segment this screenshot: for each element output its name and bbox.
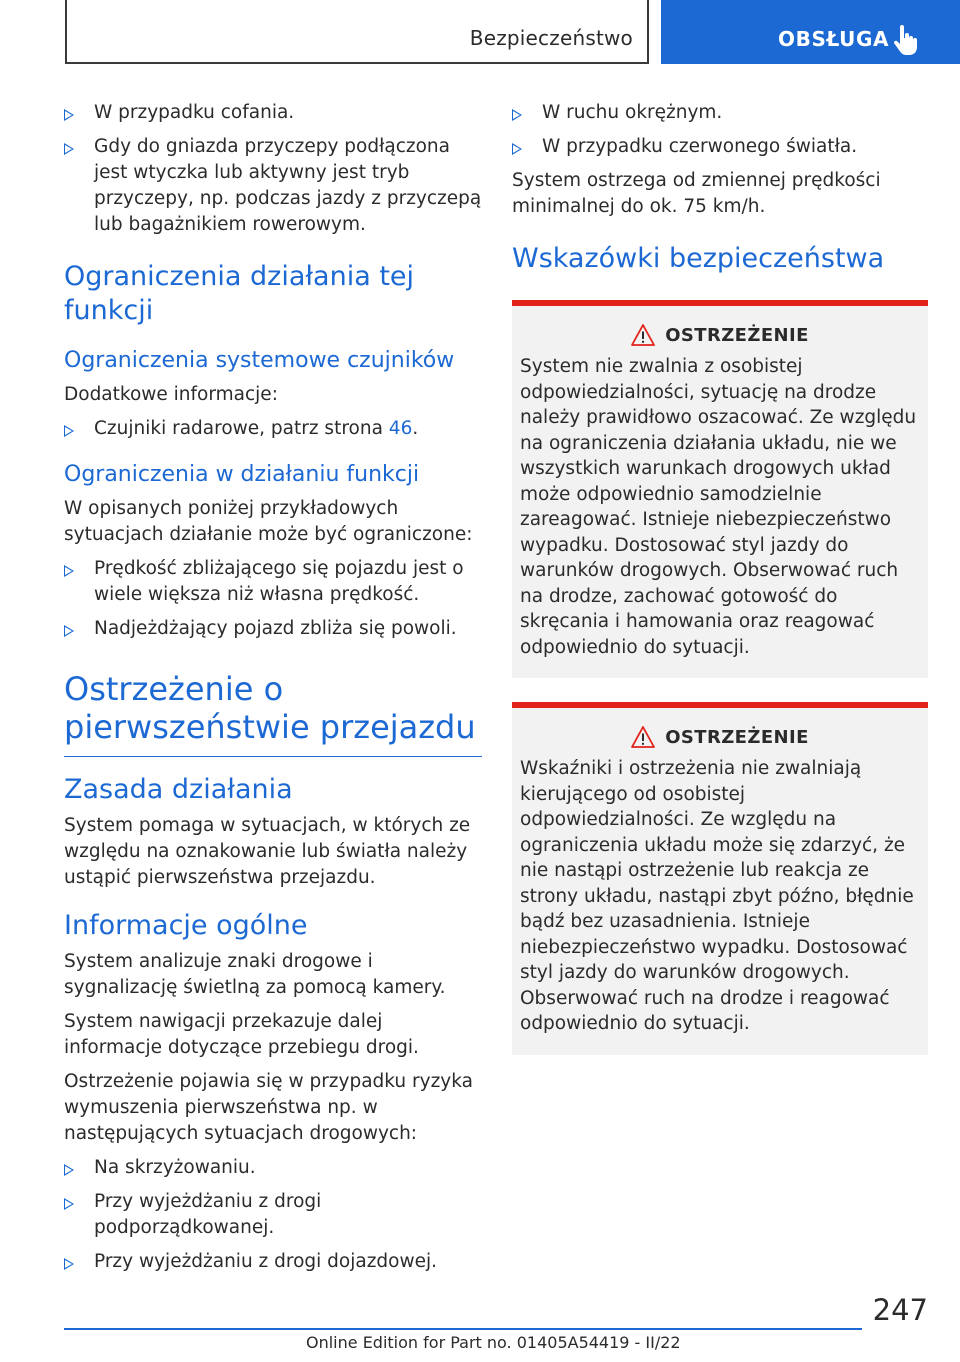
footer-edition: Online Edition for Part no. 01405A54419 - II/22 [306,1333,681,1352]
warning-text: System nie zwalnia z osobistej odpowiedzialności, sytuację na drodze należy prawidłowo oszacować. Ze względu na ograniczenia działania układu, nie we wszystkich warunkach drogowych układ może odpowiednio samodzielnie zareagować. Istnieje niebezpieczeństwo wypadku. Dostosować styl jazdy do warunków drogowych. Obserwować ruch na drodze, zachować gotowość do skręcania i hamowania oraz reagować odpowiednio do sytuacji. [520,356,917,658]
list-item: Przy wyjeżdżaniu z drogi dojazdowej. [64,1249,482,1275]
radar-text: Czujniki radarowe, patrz strona [94,418,389,439]
paragraph: System analizuje znaki drogowe i sygnalizację świetlną za pomocą kamery. [64,951,446,998]
page-number: 247 [872,1293,928,1327]
heading-limits: Ograniczenia działania tej funkcji [64,261,415,326]
list-item: W przypadku cofania. [64,100,482,126]
warning-triangle-icon [631,726,655,748]
list-item: W ruchu okrężnym. [512,100,928,126]
paragraph: W opisanych poniżej przykładowych sytuacjach działanie może być ograniczone: [64,498,473,545]
page-link[interactable]: 46 [388,418,413,439]
paragraph: Ostrzeżenie pojawia się w przypadku ryzyka wymuszenia pierwszeństwa np. w następujących sytuacjach drogowych: [64,1071,473,1144]
list-item: Prędkość zbliżającego się pojazdu jest o wiele większa niż własna prędkość. [64,556,482,608]
heading-safety: Wskazówki bezpieczeństwa [512,243,885,274]
heading-function-limits: Ograniczenia w działaniu funkcji [64,462,420,487]
warning-triangle-icon [631,324,655,346]
section-title: Bezpieczeństwo [469,26,633,50]
heading-priority-warning: Ostrzeżenie o pierwszeństwie przejazdu [64,670,482,757]
list-item-radar [64,416,482,442]
chapter-tab[interactable] [661,0,960,64]
warning-title [520,726,920,748]
warning-box [512,702,928,1055]
header-section-box [65,0,649,64]
warning-label: OSTRZEŻENIE [665,324,809,346]
left-column [64,100,482,1283]
paragraph: System pomaga w sytuacjach, w których ze względu na oznakowanie lub światła należy ustąpić pierwszeństwa przejazdu. [64,815,471,888]
warning-title [520,324,920,346]
list-item: W przypadku czerwonego światła. [512,134,928,160]
warning-box [512,300,928,678]
footer-divider [64,1328,862,1330]
chapter-tab-label: OBSŁUGA [778,27,890,51]
right-column [512,100,928,1079]
warning-label: OSTRZEŻENIE [665,726,809,748]
paragraph: System nawigacji przekazuje dalej informacje dotyczące przebiegu drogi. [64,1011,419,1058]
list-item: Przy wyjeżdżaniu z drogi podporządkowanej. [64,1189,482,1241]
list-item: Gdy do gniazda przyczepy podłączona jest wtyczka lub aktywny jest tryb przyczepy, np. podczas jazdy z przyczepą lub bagażnikiem rowerowym. [64,134,482,238]
list-item: Nadjeżdżający pojazd zbliża się powoli. [64,616,482,642]
heading-general: Informacje ogólne [64,910,308,941]
radar-end: . [412,418,419,439]
heading-principle: Zasada działania [64,774,293,805]
warning-text: Wskaźniki i ostrzeżenia nie zwalniają kierującego od osobistej odpowiedzialności. Ze względu na ograniczenia układu może się zdarzyć, że nie nastąpi ostrzeżenie lub reakcja ze strony układu, nastąpi zbyt późno, błędnie bądź bez uzasadnienia. Istnieje niebezpieczeństwo wypadku. Dostosować styl jazdy do warunków drogowych. Obserwować ruch na drodze i reagować odpowiednio do sytuacji. [520,758,914,1034]
paragraph: System ostrzega od zmiennej prędkości minimalnej do ok. 75 km/h. [512,170,881,217]
heading-sensor-limits: Ograniczenia systemowe czujników [64,348,455,373]
hand-pointer-icon [893,24,919,56]
additional-info-label: Dodatkowe informacje: [64,384,278,405]
list-item: Na skrzyżowaniu. [64,1155,482,1181]
